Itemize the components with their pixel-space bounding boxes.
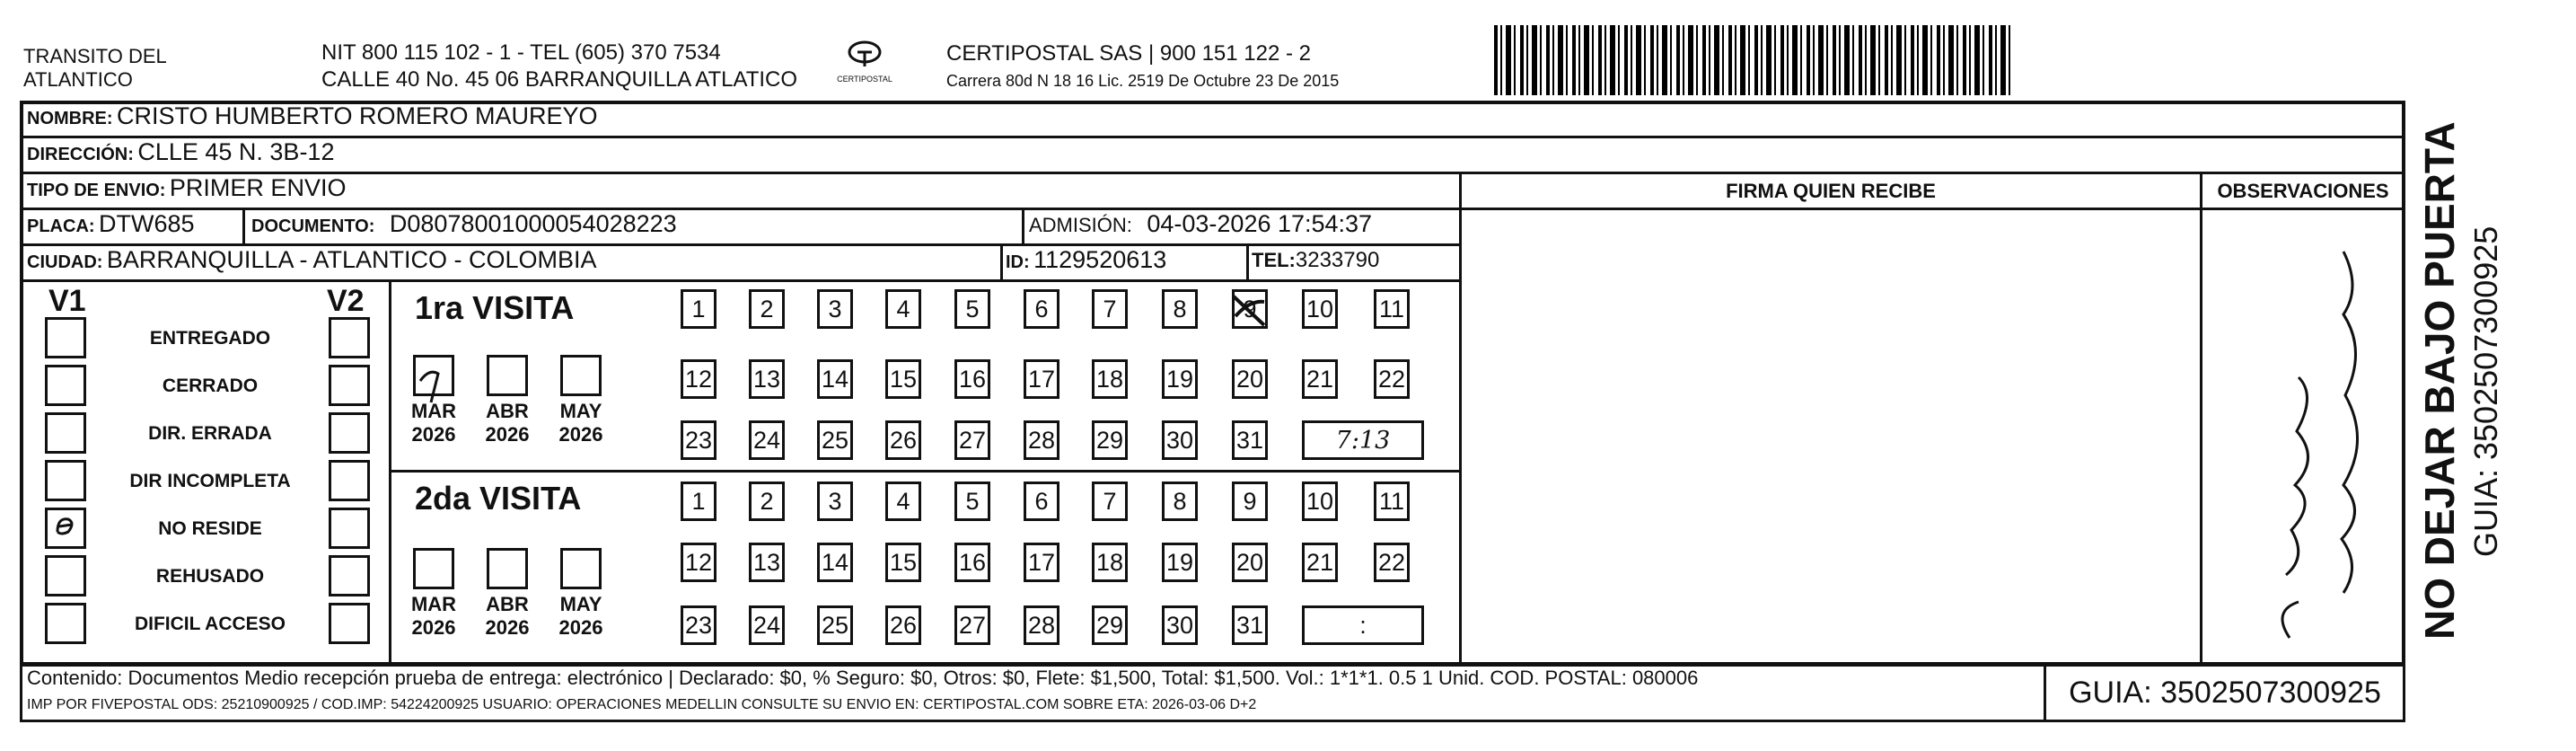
day-box[interactable]: 10 — [1302, 289, 1338, 329]
v1-checkbox[interactable] — [45, 603, 86, 644]
day-box[interactable]: 23 — [681, 420, 717, 460]
city-field: CIUDAD: BARRANQUILLA - ATLANTICO - COLOMBIA — [27, 246, 597, 273]
day-box[interactable]: 8 — [1162, 289, 1198, 329]
day-box[interactable]: 2 — [749, 289, 785, 329]
day-box[interactable]: 24 — [749, 420, 785, 460]
month-label: ABR 2026 — [485, 593, 530, 639]
status-label: DIFICIL ACCESO — [134, 614, 286, 634]
day-box[interactable]: 12 — [681, 359, 717, 399]
document-field: DOCUMENTO: D08078001000054028223 — [251, 210, 677, 237]
day-box[interactable]: 31 — [1232, 605, 1268, 645]
month-label: MAR 2026 — [410, 593, 457, 639]
day-box[interactable]: 3 — [817, 482, 853, 521]
day-box[interactable]: 17 — [1024, 359, 1059, 399]
v1-checkbox[interactable] — [45, 555, 86, 596]
status-label: DIR. ERRADA — [148, 423, 272, 444]
v2-checkbox[interactable] — [329, 460, 370, 501]
time-box[interactable]: 7:13 — [1302, 420, 1424, 460]
v1-checkbox[interactable] — [45, 460, 86, 501]
day-box[interactable]: 21 — [1302, 543, 1338, 582]
day-box[interactable]: 19 — [1162, 543, 1198, 582]
day-box[interactable]: 15 — [885, 543, 921, 582]
day-box[interactable]: 10 — [1302, 482, 1338, 521]
observations-header: OBSERVACIONES — [2217, 180, 2389, 202]
v2-checkbox[interactable] — [329, 365, 370, 406]
v2-checkbox[interactable] — [329, 603, 370, 644]
sender-name: TRANSITO DEL ATLANTICO — [23, 45, 167, 91]
day-box[interactable]: 1 — [681, 482, 717, 521]
day-box[interactable]: 27 — [954, 605, 990, 645]
month-checkbox[interactable] — [560, 355, 602, 396]
observations-handwriting — [2209, 216, 2397, 656]
day-box[interactable]: 16 — [954, 543, 990, 582]
day-box[interactable]: 19 — [1162, 359, 1198, 399]
check-mark-march — [411, 356, 454, 406]
day-box[interactable]: 15 — [885, 359, 921, 399]
day-box[interactable]: 31 — [1232, 420, 1268, 460]
signature-header: FIRMA QUIEN RECIBE — [1726, 180, 1936, 202]
v2-checkbox[interactable] — [329, 412, 370, 454]
first-visit-title: 1ra VISITA — [415, 289, 575, 326]
day-box[interactable]: 17 — [1024, 543, 1059, 582]
day-box[interactable]: 18 — [1092, 359, 1128, 399]
imp-line: IMP POR FIVEPOSTAL ODS: 25210900925 / COD.IMP: 54224200925 USUARIO: OPERACIONES MEDELLIN CONSULTE SU ENVIO EN: CERTIPOSTAL.COM SOBRE ETA: 2026-03-06 D+2 — [27, 697, 1257, 712]
v1-checkbox[interactable] — [45, 317, 86, 358]
check-mark-day-9 — [1230, 289, 1270, 329]
address-row: DIRECCIÓN: CLLE 45 N. 3B-12 — [27, 138, 335, 165]
name-row: NOMBRE: CRISTO HUMBERTO ROMERO MAUREYO — [27, 102, 598, 129]
status-label: CERRADO — [162, 376, 259, 396]
side-guide: GUIA: 3502507300925 — [2467, 225, 2504, 557]
time-box[interactable]: : — [1302, 605, 1424, 645]
day-box[interactable]: 28 — [1024, 420, 1059, 460]
status-label: ENTREGADO — [149, 328, 271, 349]
day-box[interactable]: 26 — [885, 605, 921, 645]
day-box[interactable]: 13 — [749, 543, 785, 582]
day-box[interactable]: 3 — [817, 289, 853, 329]
day-box[interactable]: 20 — [1232, 543, 1268, 582]
v1-label: V1 — [48, 284, 86, 318]
v2-checkbox[interactable] — [329, 555, 370, 596]
day-box[interactable]: 12 — [681, 543, 717, 582]
sender-contact: NIT 800 115 102 - 1 - TEL (605) 370 7534 CALLE 40 No. 45 06 BARRANQUILLA ATLATICO — [321, 40, 798, 92]
check-mark-no-reside — [52, 512, 79, 539]
v1-checkbox[interactable] — [45, 365, 86, 406]
admission-field: ADMISIÓN: 04-03-2026 17:54:37 — [1029, 210, 1373, 237]
day-box[interactable]: 20 — [1232, 359, 1268, 399]
month-label: MAY 2026 — [558, 400, 603, 446]
certipostal-logo: CERTIPOSTAL — [831, 40, 898, 84]
day-box[interactable]: 14 — [817, 359, 853, 399]
day-box[interactable]: 24 — [749, 605, 785, 645]
day-box[interactable]: 6 — [1024, 482, 1059, 521]
tel-field: TEL:3233790 — [1252, 248, 1380, 272]
day-box[interactable]: 11 — [1374, 482, 1410, 521]
day-box[interactable]: 7 — [1092, 482, 1128, 521]
day-box[interactable]: 2 — [749, 482, 785, 521]
month-label: ABR 2026 — [485, 400, 530, 446]
month-label: MAY 2026 — [558, 593, 603, 639]
plate-field: PLACA: DTW685 — [27, 210, 195, 237]
v2-checkbox[interactable] — [329, 317, 370, 358]
month-checkbox[interactable] — [560, 548, 602, 589]
status-label: NO RESIDE — [158, 518, 262, 539]
day-box[interactable]: 7 — [1092, 289, 1128, 329]
day-box[interactable]: 30 — [1162, 420, 1198, 460]
day-box[interactable]: 11 — [1374, 289, 1410, 329]
barcode-image — [1494, 25, 2015, 95]
day-box[interactable]: 18 — [1092, 543, 1128, 582]
month-label: MAR 2026 — [410, 400, 457, 446]
v2-checkbox[interactable] — [329, 508, 370, 549]
day-box[interactable]: 13 — [749, 359, 785, 399]
day-box[interactable]: 4 — [885, 289, 921, 329]
v2-label: V2 — [327, 284, 365, 318]
status-label: DIR INCOMPLETA — [129, 471, 291, 491]
day-box[interactable]: 8 — [1162, 482, 1198, 521]
send-type-row: TIPO DE ENVIO: PRIMER ENVIO — [27, 174, 347, 201]
day-box[interactable]: 16 — [954, 359, 990, 399]
status-label: REHUSADO — [155, 566, 265, 587]
day-box[interactable]: 29 — [1092, 420, 1128, 460]
footer-guide: GUIA: 3502507300925 — [2069, 676, 2381, 710]
day-box[interactable]: 5 — [954, 482, 990, 521]
day-box[interactable]: 14 — [817, 543, 853, 582]
day-box[interactable]: 28 — [1024, 605, 1059, 645]
month-checkbox[interactable] — [413, 548, 454, 589]
id-field: ID: 1129520613 — [1006, 246, 1167, 273]
day-box[interactable]: 9 — [1232, 482, 1268, 521]
no-dejar-warning: NO DEJAR BAJO PUERTA — [2416, 121, 2463, 640]
day-box[interactable]: 26 — [885, 420, 921, 460]
courier-info: CERTIPOSTAL SAS | 900 151 122 - 2 Carrera 80d N 18 16 Lic. 2519 De Octubre 23 De 2015 — [946, 41, 1340, 90]
day-box[interactable]: 5 — [954, 289, 990, 329]
day-box[interactable]: 25 — [817, 605, 853, 645]
month-checkbox[interactable] — [487, 548, 528, 589]
v1-checkbox[interactable] — [45, 412, 86, 454]
day-box[interactable]: 23 — [681, 605, 717, 645]
month-checkbox[interactable] — [487, 355, 528, 396]
day-box[interactable]: 9 — [1232, 289, 1268, 329]
day-box[interactable]: 25 — [817, 420, 853, 460]
second-visit-title: 2da VISITA — [415, 480, 582, 517]
day-box[interactable]: 30 — [1162, 605, 1198, 645]
day-box[interactable]: 21 — [1302, 359, 1338, 399]
day-box[interactable]: 6 — [1024, 289, 1059, 329]
day-box[interactable]: 27 — [954, 420, 990, 460]
day-box[interactable]: 29 — [1092, 605, 1128, 645]
day-box[interactable]: 22 — [1374, 359, 1410, 399]
day-box[interactable]: 22 — [1374, 543, 1410, 582]
content-line: Contenido: Documentos Medio recepción prueba de entrega: electrónico | Declarado: $0, % Seguro: $0, Otros: $0, Flete: $1,500, Total: $1,500. Vol.: 1*1*1. 0.5 1 Unid. COD. POSTAL: 080006 — [27, 667, 1699, 689]
day-box[interactable]: 1 — [681, 289, 717, 329]
day-box[interactable]: 4 — [885, 482, 921, 521]
